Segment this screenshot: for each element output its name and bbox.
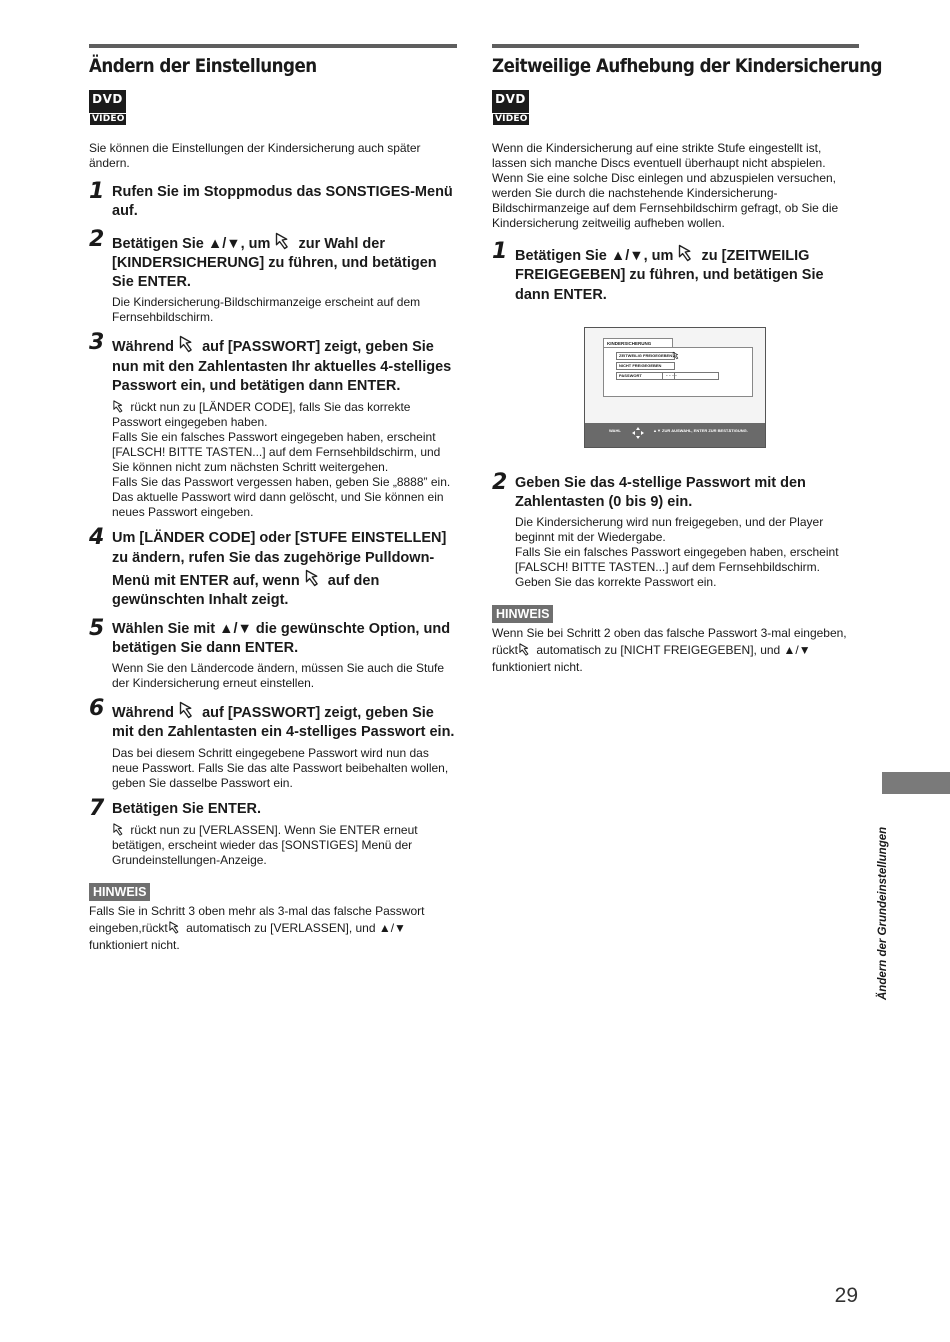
left-column bbox=[89, 44, 457, 954]
section-rule bbox=[89, 44, 457, 48]
step-3: 3 Während auf [PASSWORT] zeigt, geben Sie nun mit den Zahlentasten Ihr aktuelles 4-stelliges Passwort ein, und betätigen dann ENTER. rückt nun zu [LÄNDER CODE], falls Sie das korrekte Passwort eingegeben haben. Falls Sie ein falsches Passwort eingegeben haben, erscheint [FALSCH! BITTE TASTEN...] auf dem Fernsehbildschirm, und Sie können nicht zum nächsten Schritt weitergehen. Falls Sie das Passwort vergessen haben, geben Sie „8888” ein. Das aktuelle Passwort wird dann gelöscht, und Sie können ein neues Passwort eingeben. bbox=[89, 330, 452, 520]
step-7: 7 Betätigen Sie ENTER. rückt nun zu [VERLASSEN]. Wenn Sie ENTER erneut betätigen, erscheint wieder das [SONSTIGES] Menü der Grundeinstellungen-Anzeige. bbox=[89, 795, 418, 868]
step-2: 2 Geben Sie das 4-stellige Passwort mit den Zahlentasten (0 bis 9) ein. Die Kindersicherung wird nun freigegeben, und der Player beginnt mit der Wiedergabe. Falls Sie ein falsches Passwort eingegeben haben, erscheint [FALSCH! BITTE TASTEN...] auf dem Fernsehbildschirm. Geben Sie das korrekte Passwort ein. bbox=[492, 469, 839, 590]
navigation-pad-icon bbox=[631, 426, 645, 440]
section-title: Zeitweilige Aufhebung der Kindersicherung bbox=[492, 55, 882, 77]
menu-body bbox=[603, 347, 753, 397]
cursor-arrow-icon bbox=[112, 822, 127, 837]
menu-item-password: PASSWORT bbox=[616, 372, 675, 380]
note-badge: HINWEIS bbox=[492, 605, 553, 623]
cursor-arrow-icon bbox=[168, 920, 183, 935]
chapter-tab bbox=[882, 772, 950, 794]
page-number: 29 bbox=[834, 1284, 858, 1307]
note-badge: HINWEIS bbox=[89, 883, 150, 901]
intro-text: Wenn die Kindersicherung auf eine strikte Stufe eingestellt ist, lassen sich manche Discs eventuell überhaupt nicht abspielen. Wenn Sie eine solche Disc einlegen und abzuspielen versuchen, werden Sie durch die nachstehende Kindersicherung-Bildschirmanzeige auf dem Fernsehbildschirm gefragt, ob Sie die Kindersicherung zeitweilig aufheben wollen. bbox=[492, 141, 839, 230]
menu-tab: KINDERSICHERUNG bbox=[603, 338, 673, 348]
cursor-arrow-icon bbox=[178, 334, 198, 354]
menu-item-not-released: NICHT FREIGEGEBEN bbox=[616, 362, 675, 370]
cursor-arrow-icon bbox=[304, 568, 324, 588]
step-2: 2 Betätigen Sie ▲/▼, um zur Wahl der [KINDERSICHERUNG] zu führen, und betätigen Sie ENTER. Die Kindersicherung-Bildschirmanzeige erscheint auf dem Fernsehbildschirm. bbox=[89, 226, 437, 325]
step-5: 5 Wählen Sie mit ▲/▼ die gewünschte Option, und betätigen Sie dann ENTER. Wenn Sie den Ländercode ändern, müssen Sie auch die Stufe der Kindersicherung erneut einstellen. bbox=[89, 615, 451, 691]
cursor-arrow-icon bbox=[672, 351, 681, 360]
right-column bbox=[492, 44, 882, 676]
menu-item-temp-release: ZEITWEILIG FREIGEGEBEN bbox=[616, 352, 675, 360]
section-rule bbox=[492, 44, 859, 48]
section-title: Ändern der Einstellungen bbox=[89, 55, 317, 77]
step-6: 6 Während auf [PASSWORT] zeigt, geben Sie mit den Zahlentasten ein 4-stelliges Passwort ein. Das bei diesem Schritt eingegebene Passwort wird nun das neue Passwort. Falls Sie das alte Passwort beibehalten wollen, geben Sie dasselbe Passwort ein. bbox=[89, 696, 455, 790]
dvd-video-logo: DVD VIDEO bbox=[89, 90, 126, 125]
chapter-side-label: Ändern der Grundeinstellungen bbox=[877, 826, 889, 1000]
cursor-arrow-icon bbox=[178, 700, 198, 720]
note-text: Wenn Sie bei Schritt 2 oben das falsche Passwort 3-mal eingeben, rückt automatisch zu [NICHT FREIGEGEBEN], und ▲/▼ funktioniert nicht. bbox=[492, 626, 847, 675]
cursor-arrow-icon bbox=[518, 642, 533, 657]
screen-status-bar: WAHL ▲▼ ZUR AUSWAHL, ENTER ZUR BESTÄTIGUNG. bbox=[585, 423, 765, 447]
cursor-arrow-icon bbox=[677, 243, 697, 263]
step-1: 1 Betätigen Sie ▲/▼, um zu [ZEITWEILIG FREIGEGEBEN] zu führen, und betätigen Sie dann ENTER. bbox=[492, 239, 824, 303]
cursor-arrow-icon bbox=[274, 231, 294, 251]
note-text: Falls Sie in Schritt 3 oben mehr als 3-mal das falsche Passwort eingeben,rückt automatisch zu [VERLASSEN], und ▲/▼ funktioniert nicht. bbox=[89, 904, 425, 953]
step-1: 1 Rufen Sie im Stoppmodus das SONSTIGES-Menü auf. bbox=[89, 179, 453, 220]
step-4: 4 Um [LÄNDER CODE] oder [STUFE EINSTELLEN] zu ändern, rufen Sie das zugehörige Pulldown-Menü mit ENTER auf, wenn auf den gewünschten Inhalt zeigt. bbox=[89, 525, 447, 609]
dvd-video-logo: DVD VIDEO bbox=[492, 90, 529, 125]
tv-screen-illustration bbox=[584, 327, 766, 448]
cursor-arrow-icon bbox=[112, 399, 127, 414]
password-field: - - - - bbox=[662, 372, 719, 380]
intro-text: Sie können die Einstellungen der Kindersicherung auch später ändern. bbox=[89, 141, 421, 170]
